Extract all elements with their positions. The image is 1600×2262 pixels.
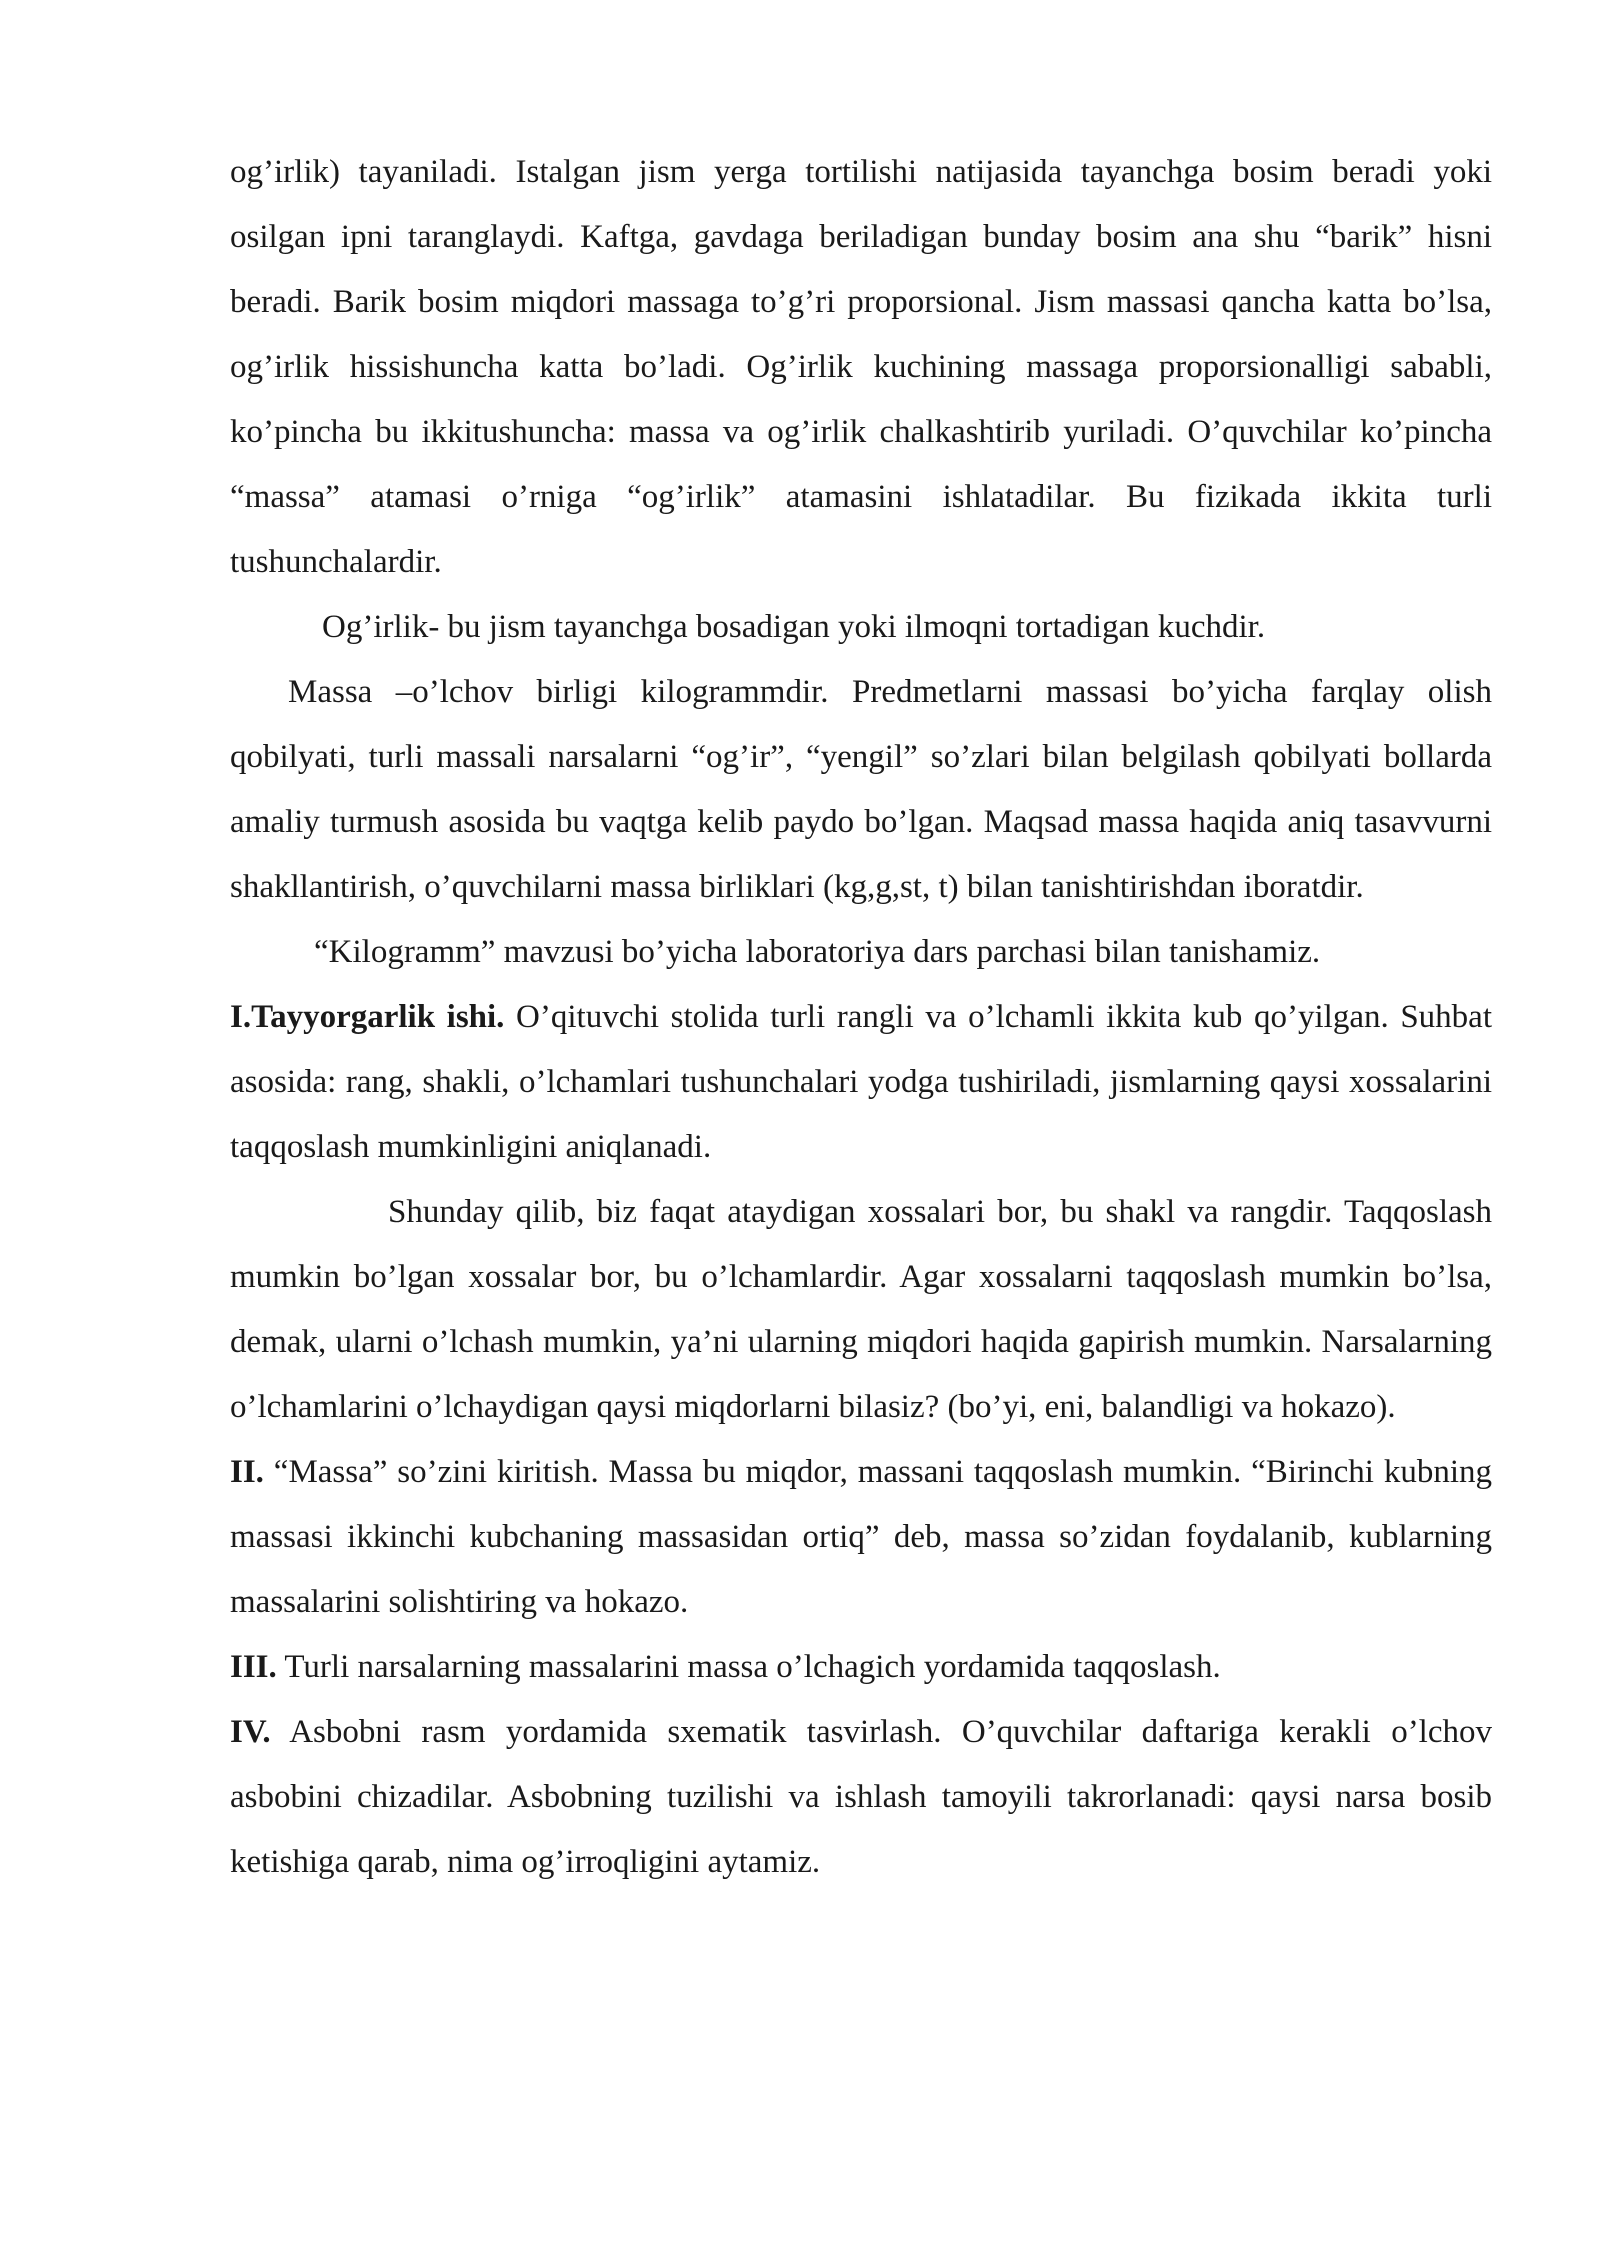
step-heading: II. xyxy=(230,1454,264,1490)
paragraph-mass-unit xyxy=(230,660,1492,920)
paragraph-text: og’irlik) tayaniladi. Istalgan jism yerga tortilishi natijasida tayanchga bosim beradi yoki osilgan ipni taranglaydi. Kaftga, gavdaga beriladigan bunday bosim ana shu “barik” hisni beradi. Barik bosim miqdori massaga to’g’ri proporsional. Jism massasi qancha katta bo’lsa, og’irlik hissishuncha katta bo’ladi. Og’irlik kuchining massaga proporsionalligi sababli, ko’pincha bu ikkitushuncha: massa va og’irlik chalkashtirib yuriladi. O’quvchilar ko’pincha “massa” atamasi o’rniga “og’irlik” atamasini ishlatadilar. Bu fizikada ikkita turli tushunchalardir. xyxy=(230,154,1492,580)
paragraph-properties xyxy=(230,1180,1492,1440)
step-heading: I.Tayyorgarlik ishi. xyxy=(230,999,505,1035)
paragraph-weight-intro xyxy=(230,140,1492,595)
paragraph-text: Asbobni rasm yordamida sxematik tasvirlash. O’quvchilar daftariga kerakli o’lchov asbobini chizadilar. Asbobning tuzilishi va ishlash tamoyili takrorlanadi: qaysi narsa bosib ketishiga qarab, nima og’irroqligini aytamiz. xyxy=(230,1714,1492,1880)
paragraph-step-2 xyxy=(230,1440,1492,1635)
paragraph-text: “Kilogramm” mavzusi bo’yicha laboratoriya dars parchasi bilan tanishamiz. xyxy=(314,934,1321,970)
paragraph-text: “Massa” so’zini kiritish. Massa bu miqdor, massani taqqoslash mumkin. “Birinchi kubning massasi ikkinchi kubchaning massasidan ortiq” deb, massa so’zidan foydalanib, kublarning massalarini solishtiring va hokazo. xyxy=(230,1454,1492,1620)
paragraph-weight-definition xyxy=(230,595,1492,660)
paragraph-text: Massa –o’lchov birligi kilogrammdir. Predmetlarni massasi bo’yicha farqlay olish qobilyati, turli massali narsalarni “og’ir”, “yengil” so’zlari bilan belgilash qobilyati bollarda amaliy turmush asosida bu vaqtga kelib paydo bo’lgan. Maqsad massa haqida aniq tasavvurni shakllantirish, o’quvchilarni massa birliklari (kg,g,st, t) bilan tanishtirishdan iboratdir. xyxy=(230,674,1492,905)
step-heading: III. xyxy=(230,1649,277,1685)
paragraph-step-4 xyxy=(230,1700,1492,1895)
paragraph-text: O’qituvchi stolida turli rangli va o’lchamli ikkita kub qo’yilgan. Suhbat asosida: rang, shakli, o’lchamlari tushunchalari yodga tushiriladi, jismlarning qaysi xossalarini taqqoslash mumkinligini aniqlanadi. xyxy=(230,999,1492,1165)
paragraph-text: Shunday qilib, biz faqat ataydigan xossalari bor, bu shakl va rangdir. Taqqoslash mumkin bo’lgan xossalar bor, bu o’lchamlardir. Agar xossalarni taqqoslash mumkin bo’lsa, demak, ularni o’lchash mumkin, ya’ni ularning miqdori haqida gapirish mumkin. Narsalarning o’lchamlarini o’lchaydigan qaysi miqdorlarni bilasiz? (bo’yi, eni, balandligi va hokazo). xyxy=(230,1194,1492,1425)
paragraph-text: Turli narsalarning massalarini massa o’lchagich yordamida taqqoslash. xyxy=(276,1649,1221,1685)
step-heading: IV. xyxy=(230,1714,271,1750)
paragraph-text: Og’irlik- bu jism tayanchga bosadigan yoki ilmoqni tortadigan kuchdir. xyxy=(322,609,1266,645)
document-page xyxy=(230,140,1492,1895)
paragraph-step-3 xyxy=(230,1635,1492,1700)
paragraph-lesson-intro xyxy=(230,920,1492,985)
paragraph-step-1 xyxy=(230,985,1492,1180)
